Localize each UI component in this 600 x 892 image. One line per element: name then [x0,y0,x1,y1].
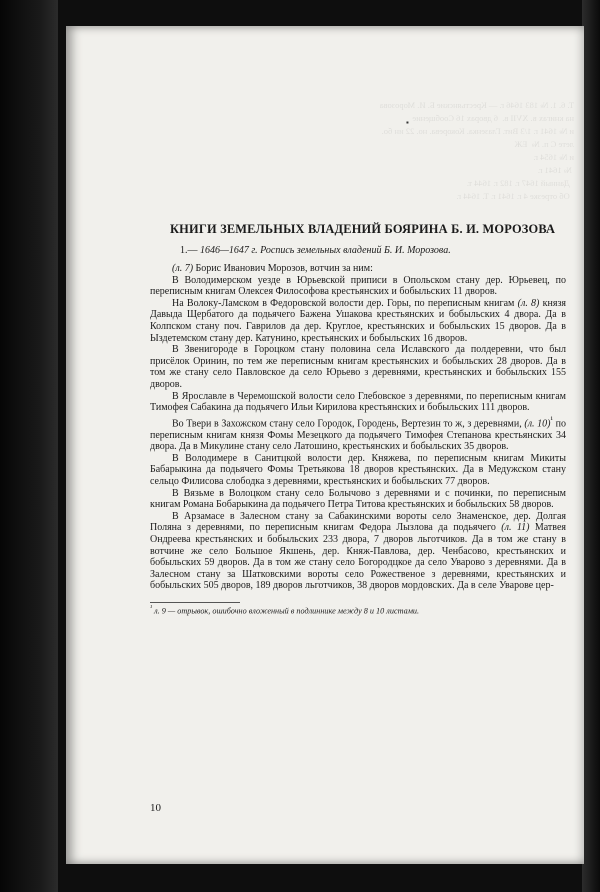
paragraph: (л. 7) Борис Иванович Морозов, вотчин за ним: [172,263,373,274]
paragraph: Во Твери в Захожском стану село Городок, Городень, Вертезин то ж, з деревнями, (л. 10)$^{^1}$ по переписным книгам князя Фомы Мезецкого да подьячего Тимофея Степанова крестьянских 34 двора. Да в Микулине стану село Латошино, крестьянских и бобыльских 35 дворов. [150,414,566,453]
page-number: 10 [150,802,161,814]
page-title: КНИГИ ЗЕМЕЛЬНЫХ ВЛАДЕНИЙ БОЯРИНА Б. И. МОРОЗОВА [170,222,556,236]
paragraph: В Вязьме в Волоцком стану село Болычово з деревнями и с починки, по переписным книгам Романа Бобарыкина да подьячего Петра Титова крестьянских и бобыльских 58 дворов. [150,487,566,511]
paragraph: В Володимере в Санитцкой волости дер. Княжева, по переписным книгам Микиты Бабарыкина да подьячего Фомы Третьякова 18 дворов крестьянских. Да в Медужском стану сельцо Филисова слободка з деревнями, крестьянских и бобыльских 77 дворов. [150,452,566,488]
film-border-left [0,0,58,892]
footnote-divider [150,602,240,603]
paragraph: В Звенигороде в Гороцком стану половина села Иславского да полдеревни, что был присёлок Оринин, по тем же переписным книгам крестьянских и бобыльских 28 дворов. Да в том же стану село Павловское да село Юрьево з деревнями, крестьянских и бобыльских 155 дворов. [150,344,566,390]
film-border-right [582,0,600,892]
scan-speck: ▪ [406,118,409,127]
scanned-page [66,26,584,864]
folio-marker: (л. 11) [501,522,530,534]
footnote-text: л. 9 — отрывок, ошибочно вложенный в подлиннике между 8 и 10 листами. [152,606,420,616]
footnote-marker: ¹ [150,604,153,612]
footnote-reference: ¹ [550,414,554,424]
paragraph: В Володимерском уезде в Юрьевской приписи в Опольском стану дер. Юрьевец, по переписным книгам Олексея Философова крестьянских и бобыльских 11 дворов. [150,274,566,298]
folio-marker: (л. 7) [172,263,194,274]
folio-marker: (л. 8) [517,297,540,309]
paragraph: В Арзамасе в Залесном стану за Сабакинскими вороты село Знаменское, дер. Долгая Поляна з деревнями, по переписным книгам Федора Лызлова да подьячего (л. 11) Матвея Ондреева крестьянских и бобыльских 233 двора, 7 дворов льготчиков. Да в том же стану в вотчине же село Большое Якшень, дер. Княж-Павлова, дер. Ченбасово, крестьянских и бобыльских 59 дворов. Да в том же стану село Богородцкое да село Уварово з деревнями. Да в Залесном стану за Шатковскими вороты село Рожественое з деревнями, крестьянских и бобыльских 505 дворов, 189 дворов льготчиков, 38 дворов мордовских. Да в селе Уварове цер- [150,510,566,592]
show-through-text: Т. 6. 1. № 183 1646 г. — Крестьянские Б. И. Морозова на книгах в. XVII в. 6 дворах 16 Сообщение и № 1641 г. 1/3 Вит. Глазенка. Кокорева. но. 22 ин бо. лете С п. № ЕЖ и № 1654 г. № 1641 г. Данный 1647 г. 182 г. 1644 т. Об отрезке 4 г. 1641 г. Т. 1644 г. [379,100,574,201]
document-heading-text: 1646—1647 г. Роспись земельных владений Б. И. Морозова. [200,245,451,256]
folio-marker: (л. 10) [524,418,551,430]
paragraph: В Ярославле в Черемошской волости село Глебовское з деревнями, по переписным книгам Тимофея Сабакина да подьячего Ильи Кирилова крестьянских и бобыльских 111 дворов. [150,390,566,414]
footnote [150,605,566,616]
document-number: 1.— [180,245,198,256]
document-body [150,222,566,616]
document-heading [150,245,566,256]
paragraph: На Волоку-Ламском в Федоровской волости дер. Горы, по переписным книгам (л. 8) князя Давыда Щербатого да подьячего Бажена Ушакова крестьянских и бобыльских 4 двора. Да в Колпском стану поч. Гаврилов да дер. Круглое, крестьянских и бобыльских 15 дворов. Да в Ыздетемском стану дер. Катунино, крестьянских и бобыльских 16 дворов. [150,297,567,344]
